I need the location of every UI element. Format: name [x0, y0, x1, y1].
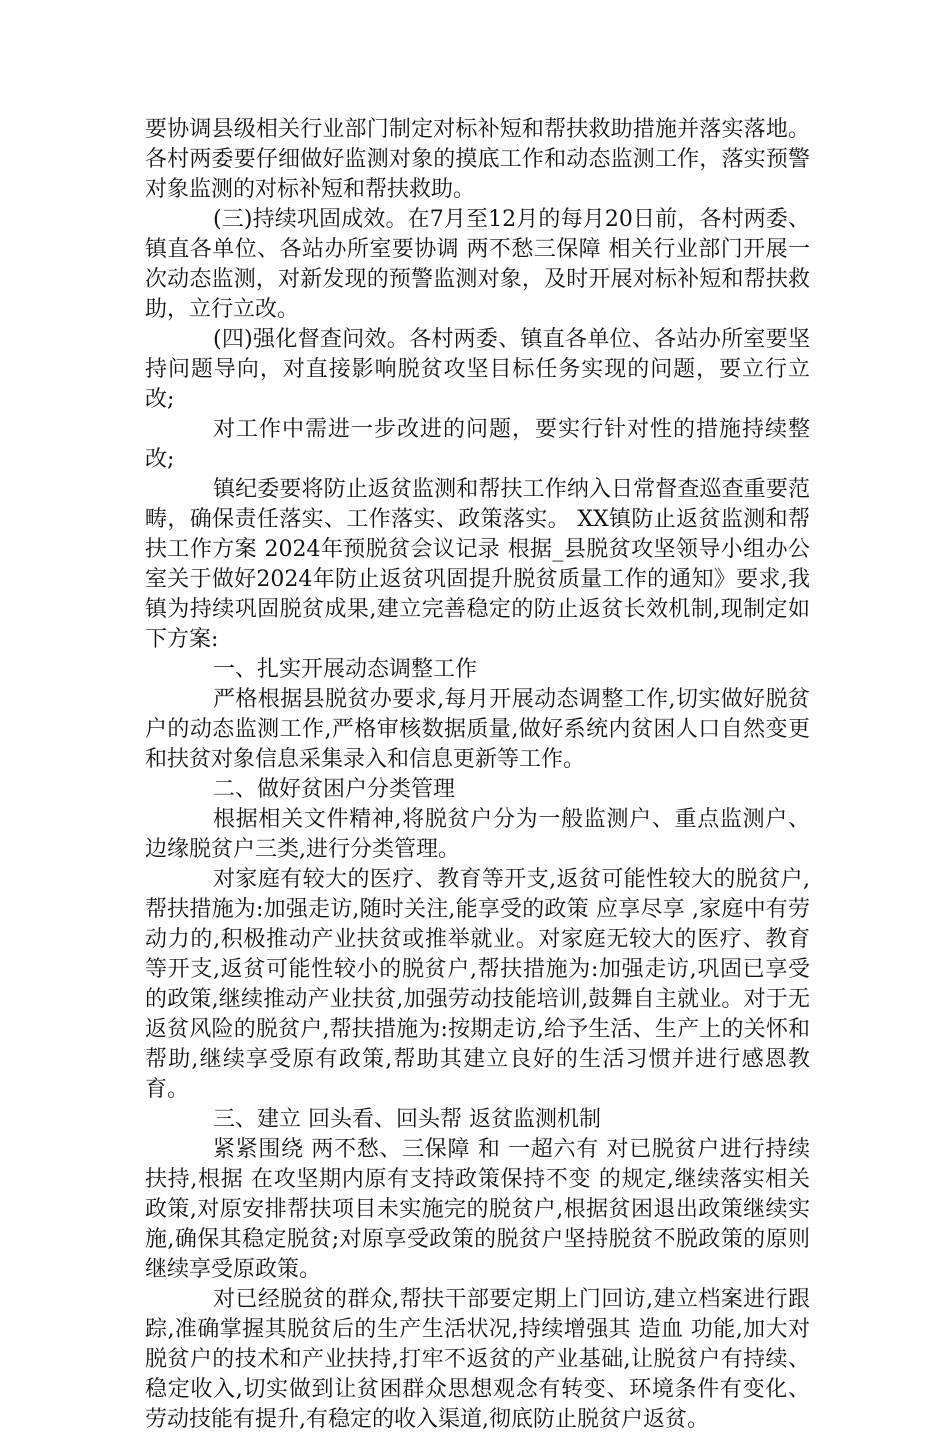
paragraph: (四)强化督查问效。各村两委、镇直各单位、各站办所室要坚持问题导向，对直接影响脱贫攻坚目标任务实现的问题，要立行立改;	[145, 327, 810, 412]
document-body	[145, 115, 810, 1435]
section-heading: 三、建立 回头看、回头帮 返贫监测机制	[213, 1107, 601, 1132]
paragraph: 要协调县级相关行业部门制定对标补短和帮扶救助措施并落实落地。各村两委要仔细做好监测对象的摸底工作和动态监测工作，落实预警对象监测的对标补短和帮扶救助。	[145, 117, 810, 202]
paragraph: (三)持续巩固成效。在7月至12月的每月20日前，各村两委、镇直各单位、各站办所室要协调 两不愁三保障 相关行业部门开展一次动态监测，对新发现的预警监测对象，及时开展对标补短和帮扶救助，立行立改。	[145, 207, 810, 322]
section-heading: 一、扎实开展动态调整工作	[213, 657, 478, 682]
paragraph: 对家庭有较大的医疗、教育等开支,返贫可能性较大的脱贫户,帮扶措施为:加强走访,随时关注,能享受的政策 应享尽享 ,家庭中有劳动力的,积极推动产业扶贫或推举就业。对家庭无较大的医疗、教育等开支,返贫可能性较小的脱贫户,帮扶措施为:加强走访,巩固已享受的政策,继续推动产业扶贫,加强劳动技能培训,鼓舞自主就业。对于无返贫风险的脱贫户,帮扶措施为:按期走访,给予生活、生产上的关怀和帮助,继续享受原有政策,帮助其建立良好的生活习惯并进行感恩教育。	[145, 867, 810, 1102]
paragraph: 对已经脱贫的群众,帮扶干部要定期上门回访,建立档案进行跟踪,准确掌握其脱贫后的生产生活状况,持续增强其 造血 功能,加大对脱贫户的技术和产业扶持,打牢不返贫的产业基础,让脱贫户有持续、稳定收入,切实做到让贫困群众思想观念有转变、环境条件有变化、劳动技能有提升,有稳定的收入渠道,彻底防止脱贫户返贫。	[145, 1287, 810, 1432]
paragraph: 根据相关文件精神,将脱贫户分为一般监测户、重点监测户、边缘脱贫户三类,进行分类管理。	[145, 807, 810, 862]
paragraph: 对工作中需进一步改进的问题，要实行针对性的措施持续整改;	[145, 417, 810, 472]
paragraph: 严格根据县脱贫办要求,每月开展动态调整工作,切实做好脱贫户的动态监测工作,严格审核数据质量,做好系统内贫困人口自然变更和扶贫对象信息采集录入和信息更新等工作。	[145, 687, 810, 772]
section-heading: 二、做好贫困户分类管理	[213, 777, 456, 802]
paragraph: 镇纪委要将防止返贫监测和帮扶工作纳入日常督查巡查重要范畴，确保责任落实、工作落实、政策落实。 XX镇防止返贫监测和帮扶工作方案 2024年预脱贫会议记录 根据_县脱贫攻坚领导小组办公室关于做好2024年防止返贫巩固提升脱贫质量工作的通知》要求,我镇为持续巩固脱贫成果,建立完善稳定的防止返贫长效机制,现制定如下方案:	[145, 477, 810, 652]
paragraph: 紧紧围绕 两不愁、三保障 和 一超六有 对已脱贫户进行持续扶持,根据 在攻坚期内原有支持政策保持不变 的规定,继续落实相关政策,对原安排帮扶项目未实施完的脱贫户,根据贫困退出政策继续实施,确保其稳定脱贫;对原享受政策的脱贫户坚持脱贫不脱政策的原则继续享受原政策。	[145, 1137, 810, 1282]
